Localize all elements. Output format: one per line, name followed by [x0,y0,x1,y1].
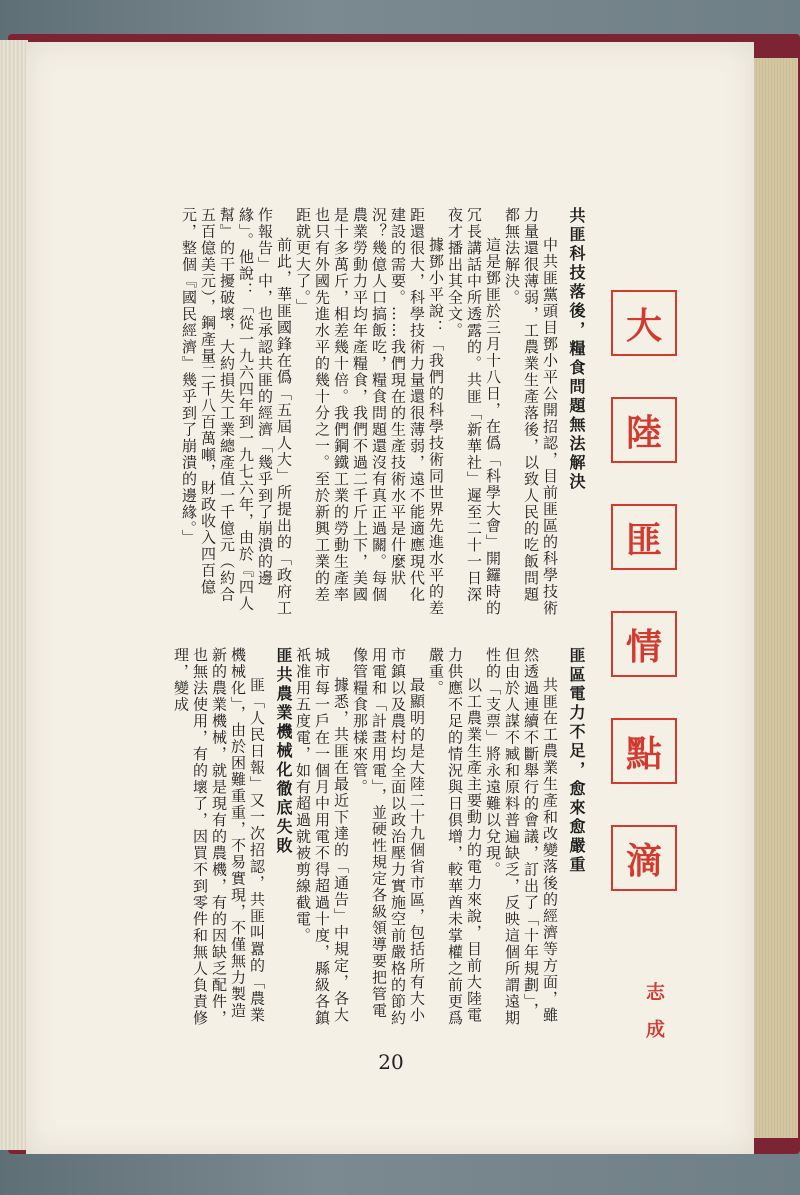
title-char: 大 [611,290,677,356]
paragraph: 中共匪黨頭目鄧小平公開招認，目前匪區的科學技術力量還很薄弱，工農業生產落後，以致人民的吃飯問題都無法解決。 [503,207,559,617]
section-heading-2: 匪區電力不足，愈來愈嚴重 [567,647,586,875]
section-heading-1: 共匪科技落後，糧食問題無法解決 [567,207,586,492]
paragraph: 這是鄧匪於三月十八日，在僞「科學大會」開鑼時的冗長講話中所透露的。共匪「新華社」遲至二十一日深夜才播出其全文。 [446,207,502,617]
paragraph: 共匪在工農業生產和改變落後的經濟等方面，雖然透過連續不斷舉行的會議，訂出了「十年規劃」，但由於人謀不臧和原料普遍缺乏，反映這個所謂遠期性的「支票」將永遠難以兌現。 [484,647,559,1027]
column-bottom [86,647,586,1027]
title-char: 情 [611,611,677,677]
title-char: 陸 [611,397,677,463]
title-char: 匪 [611,504,677,570]
paragraph: 以工農業生產主要動力的電力來說，目前大陸電力供應不足的情況與日俱增，較華酋未掌權之前更爲嚴重。 [427,647,483,1027]
paragraph: 匪「人民日報」又一次招認，共匪叫囂的「農業機械化」，由於困難重重，不易實現，不僅無力製造新的農業機械，就是現有的農機，有的因缺乏配件，也無法使用，有的壞了，因買不到零件和無人負責修理，變成 [172,647,266,1027]
book-page [26,42,754,1154]
article-body [86,207,586,1027]
paragraph: 據鄧小平說：「我們的科學技術同世界先進水平的差距還很大，科學技術力量還很薄弱，遠不能適應現代化建設的需要。……我們現在的生產技術水平是什麼狀況？幾億人口搞飯吃，糧食問題還沒有真正過關。每個農業勞動力平均年產糧食，我們不過二千斤上下，美國是十多萬斤，相差幾十倍。我們鋼鐵工業的勞動生產率也只有外國先進水平的幾十分之一。至於新興工業的差距就更大了。」 [294,207,445,617]
paragraph: 最顯明的是大陸二十九個省市區，包括所有大小市鎮以及農村均全面以政治壓力實施空前嚴格的節約用電和「計畫用電」，並硬性規定各級領導要把管電像管糧食那樣來管。 [351,647,426,1027]
column-top [86,207,586,617]
left-page-edges [0,40,28,1150]
right-page-edges [752,58,798,1138]
paragraph: 據悉，共匪在最近下達的「通告」中規定，各大城市每一戶在一個月中用電不得超過十度，縣級各鎮祇准用五度電，如有超過就被剪線截電。 [294,647,350,1027]
column-title [611,290,683,932]
author-name: 志成 [643,982,665,1056]
page-number: 20 [378,1050,404,1074]
title-char: 滴 [611,825,677,891]
section-heading-3: 匪共農業機械化徹底失敗 [274,647,293,856]
paragraph: 前此，華匪國鋒在僞「五屆人大」所提出的「政府工作報告」中，也承認共匪的經濟「幾乎到了崩潰的邊緣」。他說：「從一九六四年到一九七六年，由於『四人幫』的干擾破壞，大約損失工業總產值一千億元（約合五百億美元），鋼產量二千八百萬噸，財政收入四百億元，整個『國民經濟』幾乎到了崩潰的邊緣。」 [180,207,293,617]
title-char: 點 [611,718,677,784]
